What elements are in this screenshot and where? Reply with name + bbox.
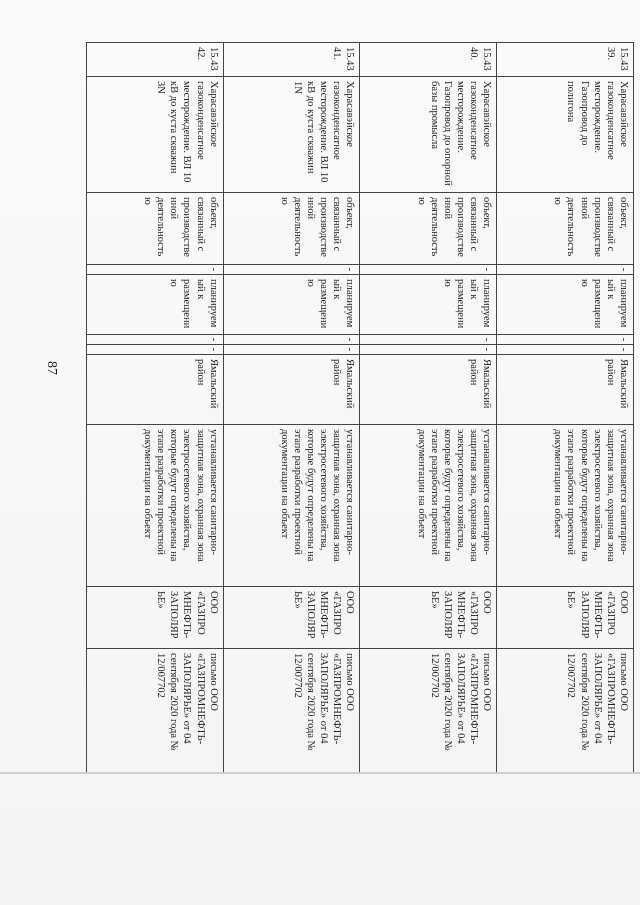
- object-location: Ямальский район: [497, 355, 634, 425]
- object-organization: ООО «ГАЗПРОМНЕФТЬ-ЗАПОЛЯРЬЕ»: [223, 587, 360, 649]
- object-basis: письмо ООО «ГАЗПРОМНЕФТЬ-ЗАПОЛЯРЬЕ» от 04 сентября 2020 года № 12/007702: [360, 649, 497, 773]
- object-zones: устанавливается санитарно-защитная зона, охранная зона электросетевого хозяйства, которые будут определены на этапе разработки проектной документации на объект: [87, 425, 224, 587]
- object-location: Ямальский район: [360, 355, 497, 425]
- table-container: [86, 42, 634, 772]
- object-name: Харасавэйское газоконденсатное месторождение. Газопровод до опорной базы промысла: [360, 77, 497, 193]
- object-name: Харасавэйское газоконденсатное месторождение. ВЛ 10 кВ до куста скважин 1N: [223, 77, 360, 193]
- object-purpose: объект, связанный с производственной деятельностью: [223, 193, 360, 265]
- dash-cell: -: [87, 265, 224, 275]
- object-basis: письмо ООО «ГАЗПРОМНЕФТЬ-ЗАПОЛЯРЬЕ» от 04 сентября 2020 года № 12/007702: [87, 649, 224, 773]
- object-organization: ООО «ГАЗПРОМНЕФТЬ-ЗАПОЛЯРЬЕ»: [497, 587, 634, 649]
- object-basis: письмо ООО «ГАЗПРОМНЕФТЬ-ЗАПОЛЯРЬЕ» от 04 сентября 2020 года № 12/007702: [497, 649, 634, 773]
- dash-cell: -: [497, 335, 634, 345]
- scan-edge: [0, 772, 640, 774]
- object-purpose: объект, связанный с производственной деятельностью: [497, 193, 634, 265]
- dash-cell: -: [223, 345, 360, 355]
- row-number: 15.4341.: [223, 43, 360, 77]
- dash-cell: -: [360, 265, 497, 275]
- object-zones: устанавливается санитарно-защитная зона, охранная зона электросетевого хозяйства, которые будут определены на этапе разработки проектной документации на объект: [360, 425, 497, 587]
- dash-cell: -: [223, 335, 360, 345]
- page-number: 87: [44, 361, 59, 375]
- object-organization: ООО «ГАЗПРОМНЕФТЬ-ЗАПОЛЯРЬЕ»: [87, 587, 224, 649]
- object-location: Ямальский район: [87, 355, 224, 425]
- table-row: [87, 43, 224, 773]
- objects-table: [86, 42, 634, 772]
- object-organization: ООО «ГАЗПРОМНЕФТЬ-ЗАПОЛЯРЬЕ»: [360, 587, 497, 649]
- table-row: [360, 43, 497, 773]
- object-location: Ямальский район: [223, 355, 360, 425]
- object-status: планируемый к размещению: [223, 275, 360, 335]
- object-zones: устанавливается санитарно-защитная зона, охранная зона электросетевого хозяйства, которые будут определены на этапе разработки проектной документации на объект: [497, 425, 634, 587]
- dash-cell: -: [223, 265, 360, 275]
- object-status: планируемый к размещению: [360, 275, 497, 335]
- object-purpose: объект, связанный с производственной деятельностью: [87, 193, 224, 265]
- table-row: [497, 43, 634, 773]
- dash-cell: -: [360, 335, 497, 345]
- object-purpose: объект, связанный с производственной деятельностью: [360, 193, 497, 265]
- dash-cell: -: [87, 345, 224, 355]
- object-name: Харасавэйское газоконденсатное месторождение. Газопровод до полигона: [497, 77, 634, 193]
- rotated-table-frame: [86, 42, 634, 772]
- object-status: планируемый к размещению: [497, 275, 634, 335]
- row-number: 15.4339.: [497, 43, 634, 77]
- dash-cell: -: [497, 345, 634, 355]
- object-zones: устанавливается санитарно-защитная зона, охранная зона электросетевого хозяйства, которые будут определены на этапе разработки проектной документации на объект: [223, 425, 360, 587]
- object-name: Харасавэйское газоконденсатное месторождение. ВЛ 10 кВ до куста скважин 3N: [87, 77, 224, 193]
- object-basis: письмо ООО «ГАЗПРОМНЕФТЬ-ЗАПОЛЯРЬЕ» от 04 сентября 2020 года № 12/007702: [223, 649, 360, 773]
- table-row: [223, 43, 360, 773]
- row-number: 15.4342.: [87, 43, 224, 77]
- dash-cell: -: [87, 335, 224, 345]
- dash-cell: -: [497, 265, 634, 275]
- row-number: 15.4340.: [360, 43, 497, 77]
- object-status: планируемый к размещению: [87, 275, 224, 335]
- dash-cell: -: [360, 345, 497, 355]
